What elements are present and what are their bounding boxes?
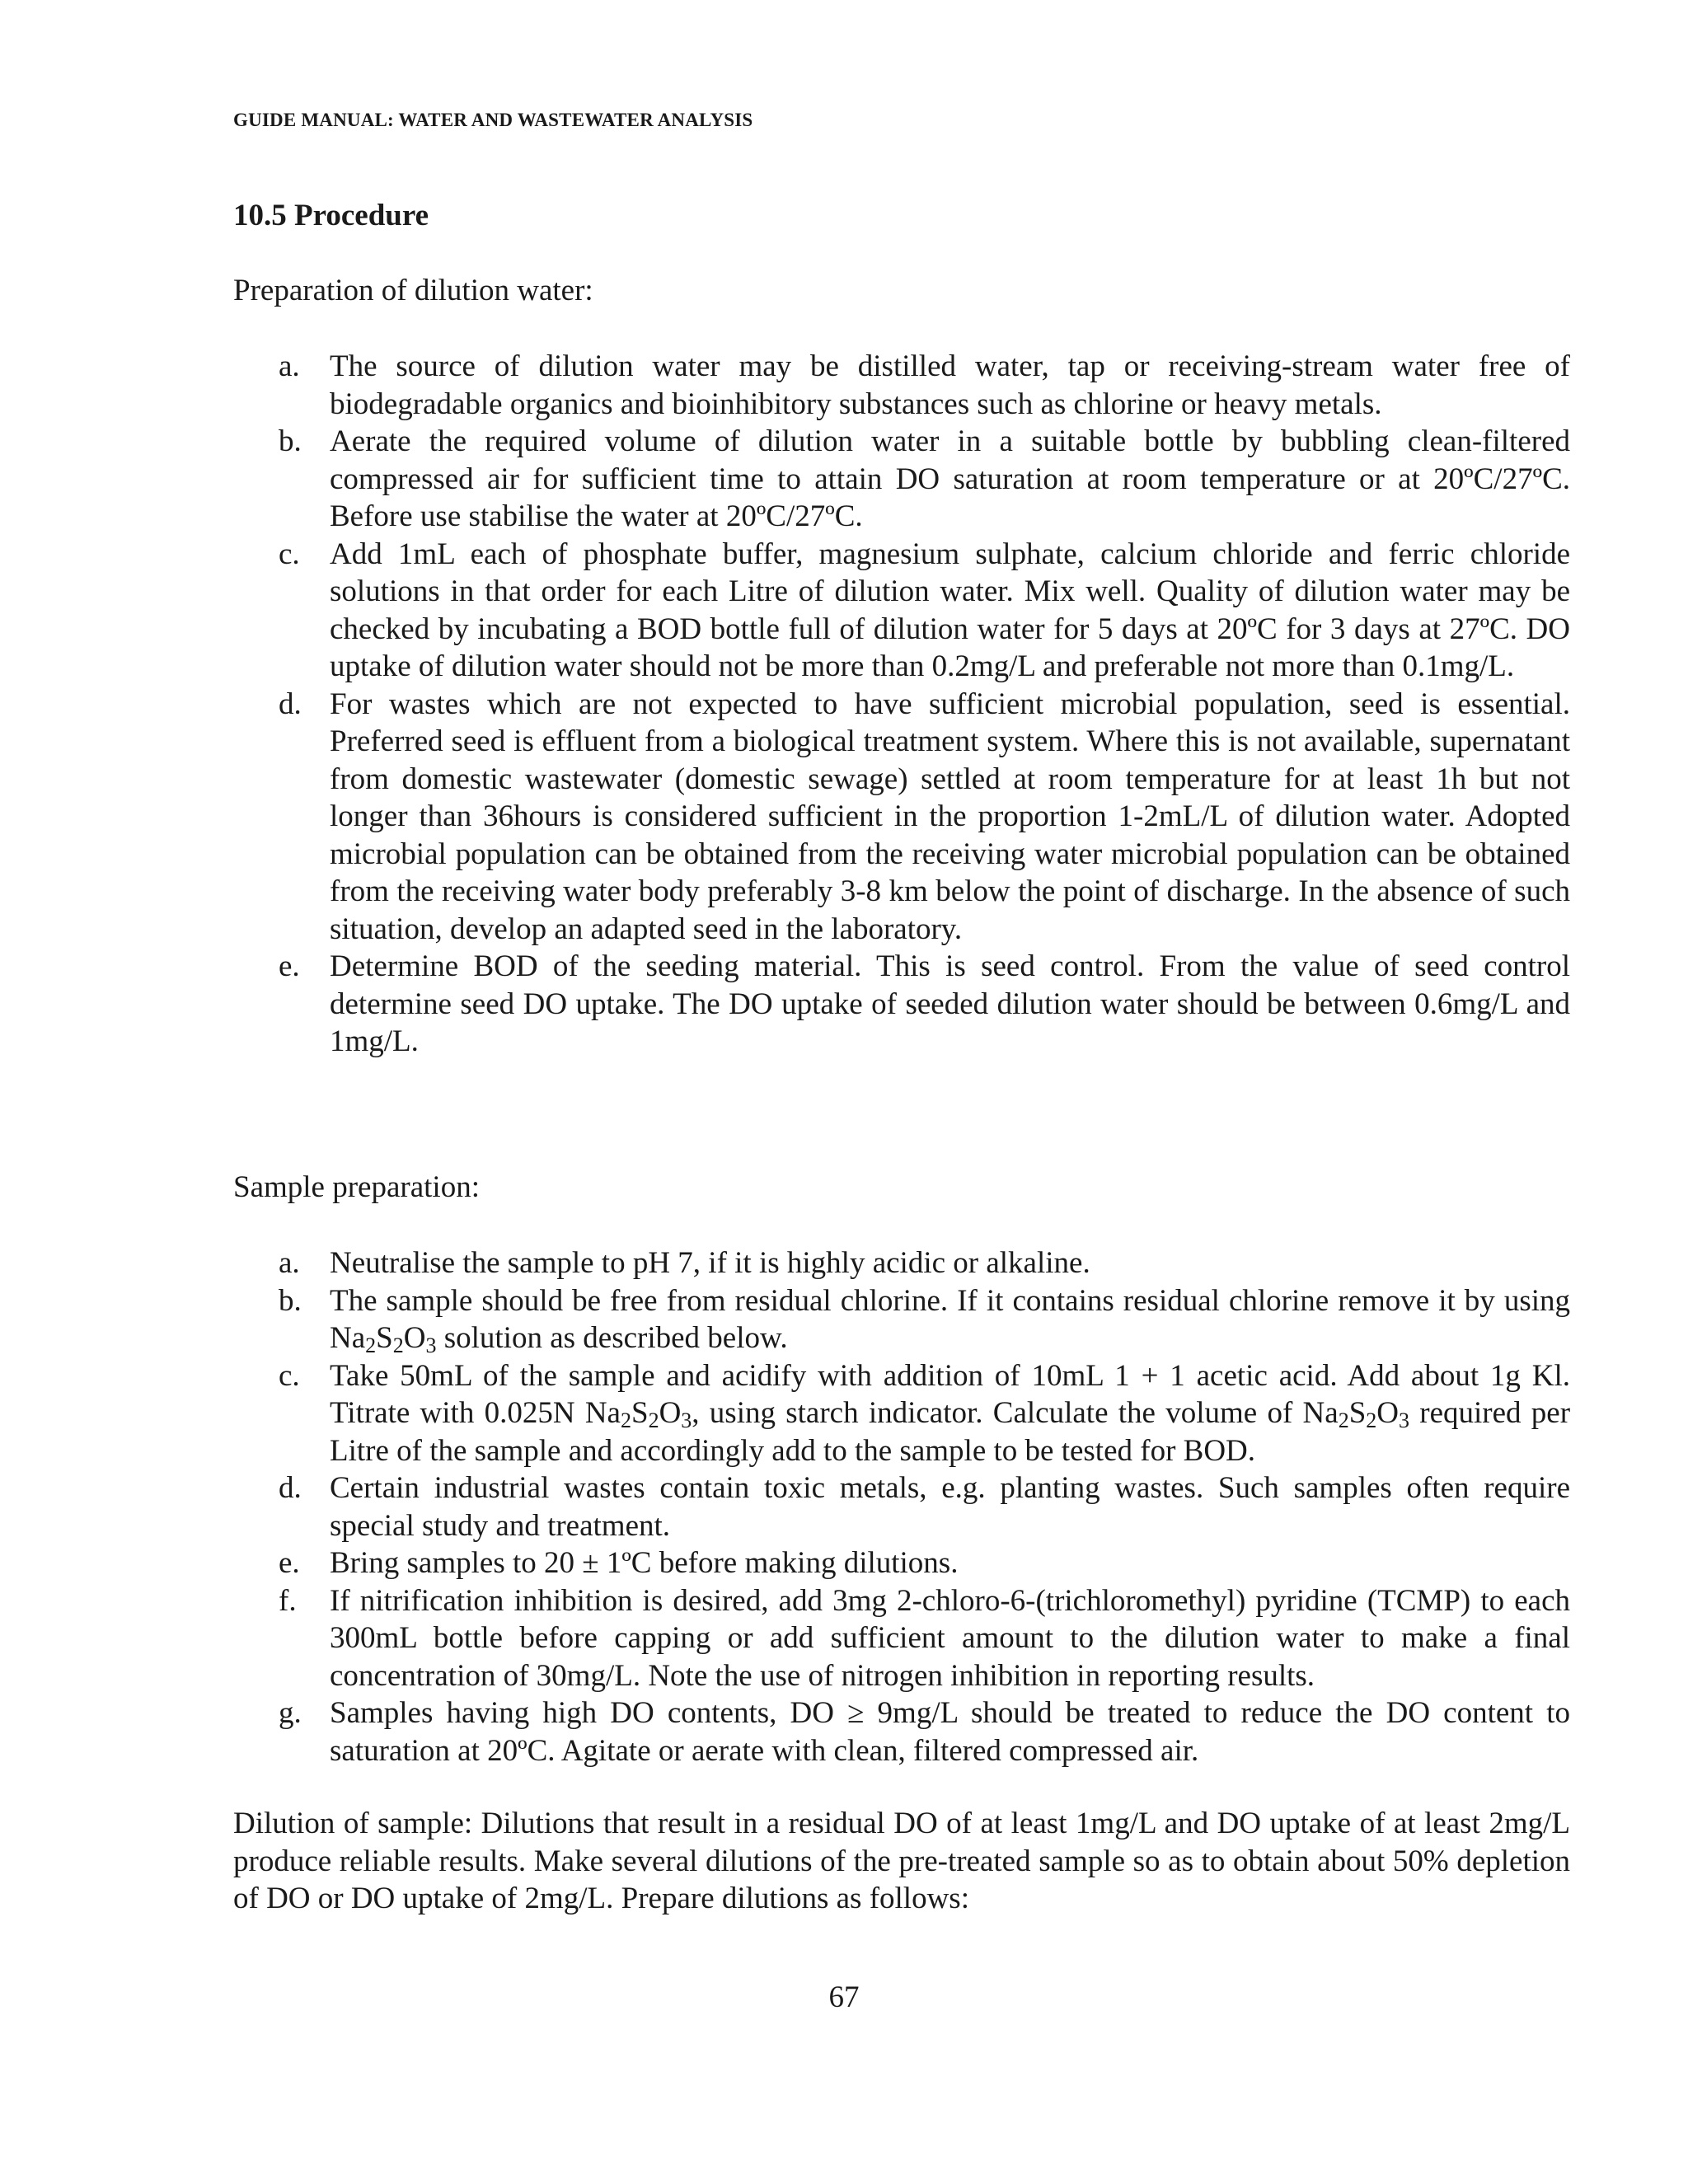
chemical-formula: $Na_2S_2O_3$: [330, 1321, 437, 1357]
list-marker: a.: [279, 1246, 300, 1280]
list-marker: g.: [279, 1696, 302, 1730]
list-marker: b.: [279, 424, 302, 458]
running-header: GUIDE MANUAL: WATER AND WASTEWATER ANALYSIS: [233, 110, 753, 130]
list-item-text: Certain industrial wastes contain toxic metals, e.g. planting wastes. Such samples often require special study and treatment.: [330, 1471, 1570, 1543]
list-item-text: For wastes which are not expected to have sufficient microbial population, seed is essential. Preferred seed is effluent from a biological treatment system. Where this is not available, supernatant from domestic wastewater (domestic sewage) settled at room temperature for at least 1h but not longer than 36hours is considered sufficient in the proportion 1-2mL/L of dilution water. Adopted microbial population can be obtained from the receiving water microbial population can be obtained from the receiving water body preferably 3-8 km below the point of discharge. In the absence of such situation, develop an adapted seed in the laboratory.: [330, 687, 1570, 946]
dilution-water-list: [279, 348, 1570, 1061]
list-marker: d.: [279, 1471, 302, 1505]
page-number: 67: [828, 1980, 860, 2014]
chemical-formula: $Na_2S_2O_3$: [584, 1396, 692, 1432]
list-item: [279, 536, 1570, 686]
list-item-text: Add 1mL each of phosphate buffer, magnesium sulphate, calcium chloride and ferric chloride solutions in that order for each Litre of dilution water. Mix well. Quality of dilution water may be checked by incubating a BOD bottle full of dilution water for 5 days at 20ºC for 3 days at 27ºC. DO uptake of dilution water should not be more than 0.2mg/L and preferable not more than 0.1mg/L.: [330, 537, 1570, 683]
list-item: [279, 1544, 1570, 1582]
list-item-text: Take 50mL of the sample and acidify with addition of 10mL 1 + 1 acetic acid. Add about 1g Kl. Titrate with 0.025N: [330, 1358, 1570, 1430]
list-item: [279, 1469, 1570, 1544]
list-item-text: Samples having high DO contents, DO ≥ 9mg/L should be treated to reduce the DO content to saturation at 20ºC. Agitate or aerate with clean, filtered compressed air.: [330, 1696, 1570, 1768]
sample-preparation-title: Sample preparation:: [233, 1170, 480, 1204]
list-item: [279, 423, 1570, 536]
dilution-of-sample-paragraph: [233, 1805, 1570, 1918]
dilution-water-title: Preparation of dilution water:: [233, 274, 593, 307]
list-item-text: Neutralise the sample to pH 7, if it is highly acidic or alkaline.: [330, 1246, 1090, 1280]
list-marker: c.: [279, 1358, 300, 1393]
list-item: [279, 348, 1570, 423]
list-item: [279, 1582, 1570, 1695]
list-item-text: The sample should be free from residual chlorine. If it contains residual chlorine remove it by using: [330, 1283, 1570, 1318]
list-item-text: Bring samples to 20 ± 1ºC before making dilutions.: [330, 1546, 959, 1580]
list-item-text: If nitrification inhibition is desired, add 3mg 2-chloro-6-(trichloromethyl) pyridine (TCMP) to each 300mL bottle before capping or add sufficient amount to the dilution water to make a final concentration of 30mg/L. Note the use of nitrogen inhibition in reporting results.: [330, 1583, 1570, 1693]
list-marker: a.: [279, 349, 300, 383]
chemical-formula: $Na_2S_2O_3$: [1302, 1396, 1409, 1432]
list-item-text: solution as described below.: [436, 1321, 788, 1355]
list-item: [279, 1244, 1570, 1282]
list-item: [279, 1694, 1570, 1769]
list-marker: e.: [279, 1546, 300, 1580]
list-item: [279, 1282, 1570, 1357]
list-item: [279, 948, 1570, 1061]
list-item-text: Aerate the required volume of dilution water in a suitable bottle by bubbling clean-filtered compressed air for sufficient time to attain DO saturation at room temperature or at 20ºC/27ºC. Before use stabilise the water at 20ºC/27ºC.: [330, 424, 1570, 533]
sample-preparation-list: [279, 1244, 1571, 1769]
list-marker: c.: [279, 537, 300, 571]
section-heading: 10.5 Procedure: [233, 199, 429, 232]
list-marker: e.: [279, 949, 300, 983]
list-marker: d.: [279, 687, 302, 721]
list-item-text: Determine BOD of the seeding material. This is seed control. From the value of seed control determine seed DO uptake. The DO uptake of seeded dilution water should be between 0.6mg/L and 1mg/L.: [330, 949, 1570, 1058]
list-item-text: The source of dilution water may be distilled water, tap or receiving-stream water free of biodegradable organics and bioinhibitory substances such as chlorine or heavy metals.: [330, 349, 1570, 421]
paragraph-text: Dilution of sample: Dilutions that result in a residual DO of at least 1mg/L and DO uptake of at least 2mg/L produce reliable results. Make several dilutions of the pre-treated sample so as to obtain about 50% depletion of DO or DO uptake of 2mg/L. Prepare dilutions as follows:: [233, 1807, 1570, 1915]
list-marker: b.: [279, 1283, 302, 1318]
list-item: [279, 1357, 1571, 1470]
list-marker: f.: [279, 1583, 297, 1618]
list-item-text: , using starch indicator. Calculate the volume of: [692, 1396, 1303, 1430]
list-item-text: required per Litre of the sample and accordingly add to the sample to be tested for BOD.: [330, 1396, 1571, 1468]
list-item: [279, 686, 1570, 949]
